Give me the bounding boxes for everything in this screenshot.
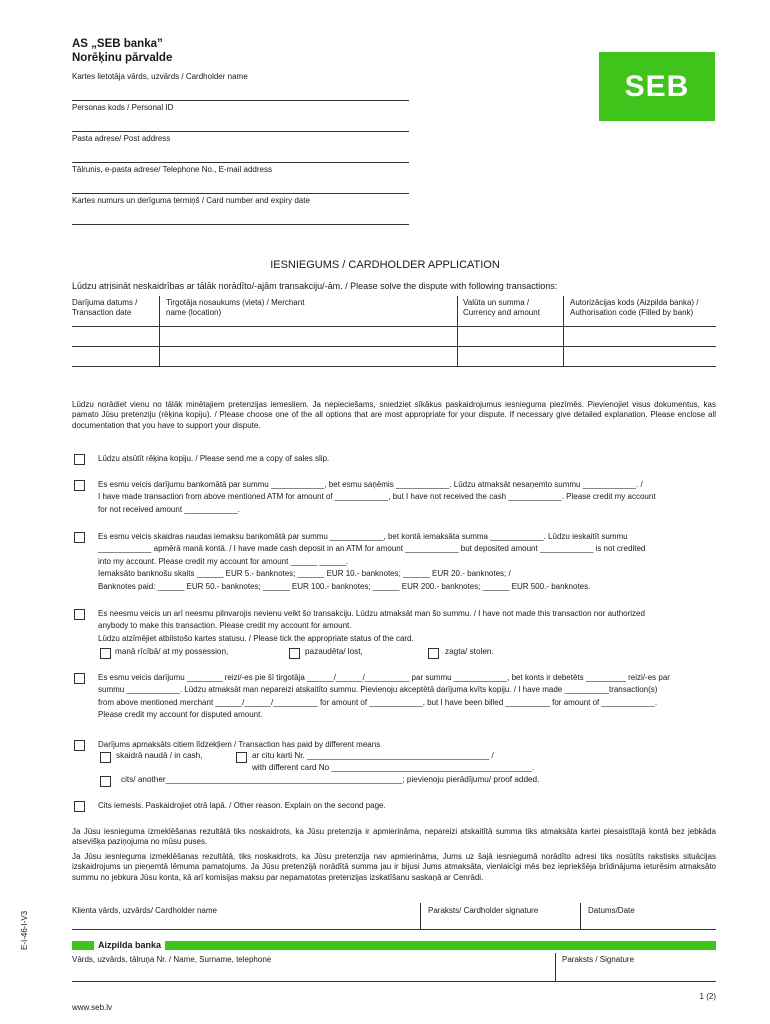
cardholder-name-line[interactable] xyxy=(72,100,409,101)
table-row[interactable] xyxy=(72,366,716,367)
dispute-note: Lūdzu norādiet vienu no tālāk minētajiem pretenzijas iemesliem. Ja nepieciešams, sniedziet sīkākus paskaidrojumus iesnieguma piezīmēs. Pievienojiet visus dokumentus, kas pamato Jūsu pretenziju (rēķina kopiju). / Please choose one of the all options that are most appropriate for your dispute. If necessary give detailed explanation. Please enclose all documentation that you have to support your dispute. xyxy=(72,400,716,430)
table-header-line xyxy=(72,326,716,327)
personal-id-label: Personas kods / Personal ID xyxy=(72,103,174,112)
checkbox-card-possession[interactable] xyxy=(100,648,111,659)
table-row[interactable] xyxy=(72,346,716,347)
cardholder-name-label: Kartes lietotāja vārds, uzvārds / Cardholder name xyxy=(72,72,248,81)
logo-text: SEB xyxy=(624,69,690,103)
checkbox-other-reason[interactable] xyxy=(74,801,85,812)
telephone-email-label: Tālrunis, e-pasta adrese/ Telephone No., E-mail address xyxy=(72,165,272,174)
card-status-possession: manā rīcībā/ at my possession, xyxy=(115,647,229,656)
form-code: E-I-46-I-V3 xyxy=(20,910,29,950)
option-paid-different-means: Darījums apmaksāts citiem līdzekļiem / Transaction has paid by different means xyxy=(98,740,381,749)
option-text-line: into my account. Please credit my account for amount ______ ______. xyxy=(98,556,349,566)
option-text-line: Please credit my account for disputed amount. xyxy=(98,710,263,720)
seb-logo xyxy=(599,52,715,121)
bank-section-divider xyxy=(555,953,556,981)
checkbox-atm-cash-not-received[interactable] xyxy=(74,480,85,491)
page-number: 1 (2) xyxy=(699,992,716,1001)
col-currency-amount: Valūta un summa / Currency and amount xyxy=(463,298,540,318)
legal-rejected-text: Ja Jūsu iesnieguma izmeklēšanas rezultātā, tiks noskaidrots, ka Jūsu pretenzija nav apmierināma, Jums uz šajā iesniegumā norādīto adresi tiks nosūtīts rakstisks situācijas izskaidrojums un pieņemtā lēmuma pamatojums. Ja Jūsu pretenzijā norādītā summa jau ir bijusi Jums atmaksāta, vienlaicīgi mēs bez iepriekšēja brīdinājuma ieturēsim atmaksāto summu no jebkura Jūsu konta, kā arī komisijas maksu par nepamatotas pretenzijas izskatīšanu saskaņā ar Cenrādi. xyxy=(72,852,716,882)
card-number-label: Kartes numurs un derīguma termiņš / Card number and expiry date xyxy=(72,196,310,205)
option-not-authorized xyxy=(98,608,718,645)
cardholder-signature-label: Paraksts/ Cardholder signature xyxy=(428,906,539,915)
option-text-line: Iemaksāto banknošu skaits ______ EUR 5.- banknotes; ______ EUR 10.- banknotes; ______ EUR 20.- banknotes; / xyxy=(98,569,511,579)
other-card-label: ar citu karti Nr. ________________________________________ / xyxy=(252,751,494,760)
legal-approved-text: Ja Jūsu iesnieguma izmeklēšanas rezultātā tiks noskaidrots, ka Jūsu pretenzija ir apmierināma, nepareizi atskaitītā summa tiks atmaksāta kartei piesaistītajā kontā bez jebkāda atsevišķa paziņojuma no mūsu puses. xyxy=(72,827,716,847)
option-text-line: Es esmu veicis skaidras naudas iemaksu bankomātā par summu ____________, bet kontā iemaksāta summa ____________. Lūdzu ieskaitīt summu xyxy=(98,532,628,541)
col-authorisation-code: Autorizācijas kods (Aizpilda banka) / Authorisation code (Filled by bank) xyxy=(570,298,699,318)
checkbox-not-authorized[interactable] xyxy=(74,609,85,620)
checkbox-duplicate-billing[interactable] xyxy=(74,673,85,684)
bank-signature-label: Paraksts / Signature xyxy=(562,955,635,964)
checkbox-paid-other[interactable] xyxy=(100,776,111,787)
card-status-lost: pazaudēta/ lost, xyxy=(305,647,363,656)
option-text-line: Banknotes paid: ______ EUR 50.- banknotes; ______ EUR 100.- banknotes; ______ EUR 200.- banknotes; ______ EUR 500.- banknotes. xyxy=(98,581,591,591)
signature-divider xyxy=(420,903,421,929)
telephone-email-line[interactable] xyxy=(72,193,409,194)
option-cash-deposit xyxy=(98,531,718,593)
col-merchant-name: Tirgotāja nosaukums (vieta) / Merchant name (location) xyxy=(166,298,305,318)
option-text-line: Es esmu veicis darījumu bankomātā par summu ____________, bet esmu saņēmis ____________. Lūdzu atmaksāt nesaņemto summu ____________. / xyxy=(98,480,643,489)
checkbox-paid-in-cash[interactable] xyxy=(100,752,111,763)
date-label: Datums/Date xyxy=(588,906,635,915)
option-other-reason: Cits iemesls. Paskaidrojiet otrā lapā. / Other reason. Explain on the second page. xyxy=(98,801,386,810)
website-link[interactable]: www.seb.lv xyxy=(72,1003,113,1012)
different-card-label: with different card No ____________________________________________. xyxy=(252,763,535,772)
table-divider xyxy=(457,296,458,366)
bank-section-bar xyxy=(72,941,716,950)
checkbox-paid-other-card[interactable] xyxy=(236,752,247,763)
signature-divider xyxy=(580,903,581,929)
bank-section-line[interactable] xyxy=(72,981,716,982)
option-sales-slip: Lūdzu atsūtīt rēķina kopiju. / Please send me a copy of sales slip. xyxy=(98,454,330,463)
post-address-label: Pasta adrese/ Post address xyxy=(72,134,171,143)
option-text-line: Es esmu veicis darījumu ________ reizi/-es pie šī tirgotāja ______/______/__________ par summu ____________, bet konts ir debetēts _________ reizi/-es par xyxy=(98,673,670,682)
option-text-line: summu ____________. Lūdzu atmaksāt man nepareizi atskaitīto summu. Pievienoju akceptētā darījuma kvīts kopiju. / I have made __________transaction(s) xyxy=(98,685,658,695)
bank-name xyxy=(72,38,172,66)
option-text-line: Lūdzu atzīmējiet atbilstošo kartes statusu. / Please tick the appropriate status of the card. xyxy=(98,633,414,643)
bank-section-title: Aizpilda banka xyxy=(94,940,165,951)
card-status-stolen: zagta/ stolen. xyxy=(445,647,494,656)
checkbox-paid-different-means[interactable] xyxy=(74,740,85,751)
personal-id-line[interactable] xyxy=(72,131,409,132)
other-means-label: cits/ another____________________________________________________; pievienoju pierādījumu/ proof added. xyxy=(121,775,540,784)
form-title: IESNIEGUMS / CARDHOLDER APPLICATION xyxy=(270,259,500,271)
bank-employee-name-label: Vārds, uzvārds, tālruņa Nr. / Name, Surname, telephone xyxy=(72,955,272,964)
client-name-label: Klienta vārds, uzvārds/ Cardholder name xyxy=(72,906,217,915)
option-duplicate-billing xyxy=(98,672,718,722)
option-atm-cash-not-received xyxy=(98,479,718,516)
option-text-line: for not received amount ____________. xyxy=(98,504,240,514)
col-transaction-date: Darījuma datums / Transaction date xyxy=(72,298,138,318)
checkbox-sales-slip[interactable] xyxy=(74,454,85,465)
option-text-line: Es neesmu veicis un arī neesmu pilnvarojis nevienu veikt šo transakciju. Lūdzu atmaksāt man šo summu. / I have not made this transaction nor authorized xyxy=(98,609,645,618)
signature-line[interactable] xyxy=(72,929,716,930)
option-text-line: ____________ apmērā manā kontā. / I have made cash deposit in an ATM for amount ____________ but deposited amount ____________ is not credited xyxy=(98,544,646,554)
bank-name-line1: AS „SEB banka” xyxy=(72,38,163,50)
table-divider xyxy=(159,296,160,366)
post-address-line[interactable] xyxy=(72,162,409,163)
option-text-line: from above mentioned merchant ______/______/__________ for amount of ____________, but I have been billed __________ for amount of ____________. xyxy=(98,697,658,707)
checkbox-card-lost[interactable] xyxy=(289,648,300,659)
bank-name-line2: Norēķinu pārvalde xyxy=(72,51,173,64)
transactions-instruction: Lūdzu atrisināt neskaidrības ar tālāk norādīto/-ajām transakciju/-ām. / Please solve the dispute with following transactions: xyxy=(72,281,558,291)
option-text-line: I have made transaction from above mentioned ATM for amount of ____________, but I have not received the cash ____________. Please credit my account xyxy=(98,492,656,502)
table-divider xyxy=(563,296,564,366)
option-text-line: anybody to make this transaction. Please credit my account for amount. xyxy=(98,621,352,631)
checkbox-card-stolen[interactable] xyxy=(428,648,439,659)
checkbox-cash-deposit[interactable] xyxy=(74,532,85,543)
paid-in-cash-label: skaidrā naudā / in cash, xyxy=(116,751,203,760)
card-number-line[interactable] xyxy=(72,224,409,225)
